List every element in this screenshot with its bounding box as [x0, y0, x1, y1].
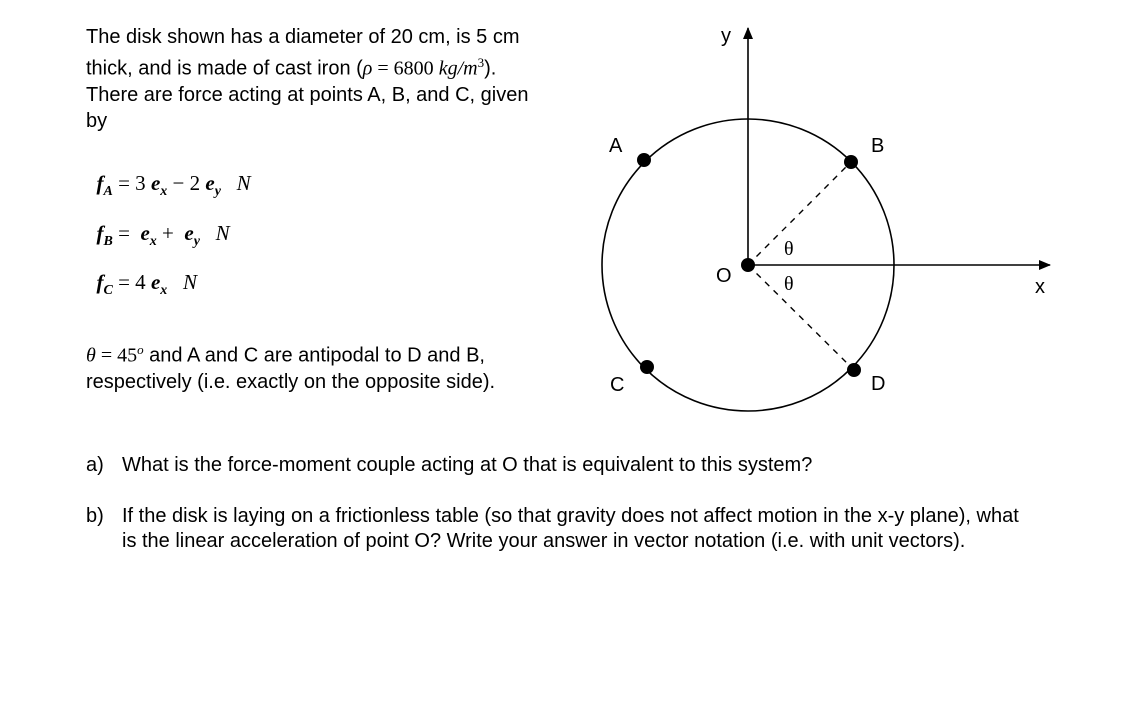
- fB-ey-sub: y: [193, 234, 200, 250]
- label-O: O: [716, 265, 732, 287]
- density-value: = 6800: [372, 57, 439, 80]
- question-b-label: b): [86, 505, 104, 527]
- fA-subscript: A: [103, 184, 113, 200]
- point-O: [741, 258, 755, 272]
- intro-line-4: by: [86, 109, 108, 132]
- label-A: A: [609, 135, 623, 157]
- point-A: [637, 153, 651, 167]
- radius-to-D: [748, 265, 854, 370]
- intro-line-3: There are force acting at points A, B, and C, given: [86, 83, 529, 106]
- fC-ex-sub: x: [160, 283, 168, 299]
- question-b-text: If the disk is laying on a frictionless table (so that gravity does not affect motion in the x-y plane), what is the linear acceleration of point O? Write your answer in vector notation (i.e. with unit vectors).: [122, 505, 1019, 552]
- point-B: [844, 155, 858, 169]
- label-B: B: [871, 135, 885, 157]
- fB-rhs: =: [112, 221, 141, 245]
- fC-unit: N: [183, 270, 198, 294]
- fA-ey: e: [205, 171, 215, 195]
- fA-ex-sub: x: [160, 184, 168, 200]
- intro-line-2-post: ).: [484, 57, 497, 80]
- theta-note-rest: and A and C are antipodal to D and B,: [143, 344, 485, 367]
- fB-ex-sub: x: [149, 234, 157, 250]
- fA-symbol: f: [96, 171, 104, 195]
- theta-degree: o: [137, 342, 144, 357]
- fB-mid: +: [156, 221, 185, 245]
- question-a-label: a): [86, 454, 104, 476]
- fA-ey-sub: y: [214, 184, 221, 200]
- fC-subscript: C: [103, 283, 113, 299]
- question-a-text: What is the force-moment couple acting at O that is equivalent to this system?: [122, 454, 813, 476]
- fC-ex: e: [150, 270, 161, 294]
- density-unit: kg/m: [438, 57, 478, 80]
- fB-unit: N: [215, 221, 230, 245]
- question-a: [86, 453, 1022, 478]
- fA-unit: N: [236, 171, 251, 195]
- rho-symbol: ρ: [362, 57, 373, 80]
- fB-subscript: B: [103, 234, 113, 250]
- label-C: C: [610, 374, 625, 396]
- fB-ex: e: [140, 221, 150, 245]
- label-theta-upper: θ: [784, 238, 794, 260]
- radius-to-B: [748, 162, 851, 265]
- point-D: [847, 363, 861, 377]
- point-C: [640, 360, 654, 374]
- fB-symbol: f: [96, 221, 104, 245]
- intro-line-1: The disk shown has a diameter of 20 cm, is 5 cm: [86, 26, 520, 48]
- theta-value: = 45: [95, 344, 138, 367]
- fC-rhs: = 4: [112, 270, 151, 294]
- label-x: x: [1035, 276, 1045, 298]
- fC-symbol: f: [96, 270, 104, 294]
- question-b: [86, 504, 1022, 554]
- label-D: D: [871, 373, 886, 395]
- fA-ex: e: [150, 171, 161, 195]
- fA-mid: − 2: [167, 171, 206, 195]
- fB-ey: e: [184, 221, 194, 245]
- fA-rhs: = 3: [112, 171, 151, 195]
- label-y: y: [721, 25, 731, 47]
- theta-note-line-2: respectively (i.e. exactly on the opposite side).: [86, 370, 496, 393]
- theta-symbol: θ: [86, 344, 96, 367]
- label-theta-lower: θ: [784, 273, 794, 295]
- density-exponent: 3: [477, 55, 485, 70]
- intro-line-2-pre: thick, and is made of cast iron (: [86, 57, 363, 80]
